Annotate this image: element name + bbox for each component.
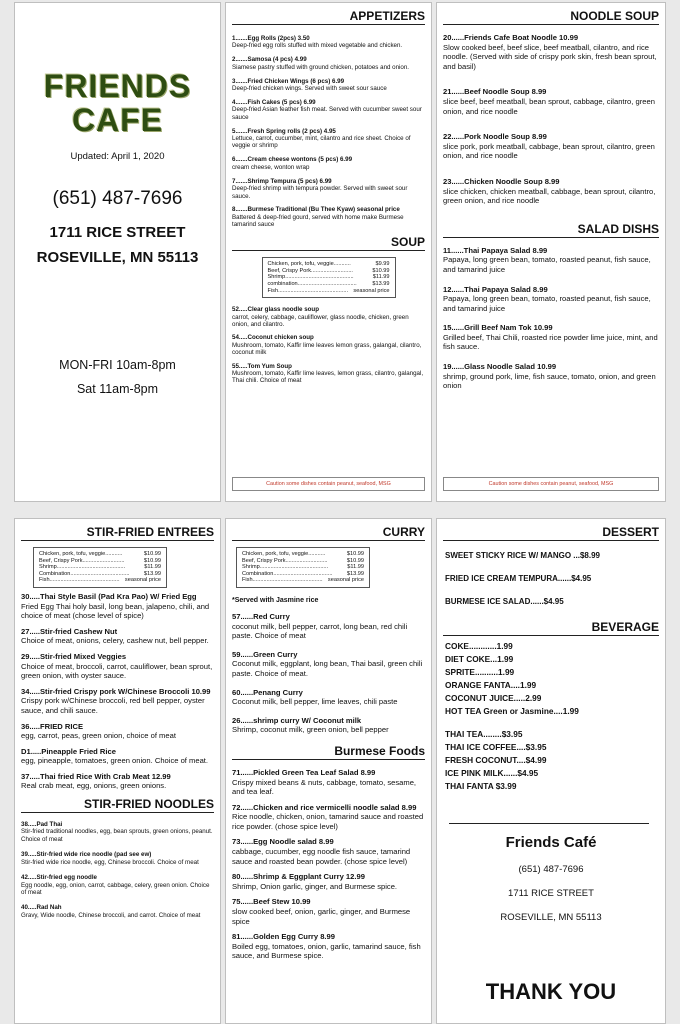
menu-item-description: Choice of meat, broccoli, carrot, cauliflower, bean sprout, green onion, with oyster sauce. [21, 661, 213, 681]
stirfried-panel [14, 518, 221, 1024]
price-label: Shrimp............................................ [242, 564, 329, 571]
menu-item [232, 306, 425, 328]
menu-item-name: 20......Friends Cafe Boat Noodle 10.99 [443, 33, 579, 42]
menu-item [232, 206, 425, 228]
price-label: Chicken, pork, tofu, veggie........... [39, 551, 123, 557]
footer-city: ROSEVILLE, MN 55113 [500, 912, 602, 923]
price-label: Beef, Crispy Pork........................... [267, 267, 353, 274]
price-row [268, 261, 390, 268]
menu-item [232, 156, 425, 171]
price-value: $10.99 [346, 557, 364, 564]
dessert-title: DESSERT [443, 525, 659, 541]
menu-item-name: 15......Grill Beef Nam Tok 10.99 [443, 323, 553, 333]
beverage-item: ORANGE FANTA....1.99 [445, 680, 537, 690]
price-value: $11.99 [372, 274, 390, 281]
menu-item [232, 56, 425, 71]
menu-item-name: 71......Pickled Green Tea Leaf Salad 8.99 [232, 767, 376, 777]
hours-saturday: Sat 11am-8pm [76, 382, 159, 396]
menu-item [232, 334, 425, 356]
appetizers-soup-panel [225, 2, 432, 502]
price-value: $13.99 [372, 280, 390, 287]
menu-item [21, 687, 214, 716]
menu-item-name: 38.....Pad Thai [21, 821, 63, 829]
menu-item [443, 246, 659, 275]
menu-item-name: 73......Egg Noodle salad 8.99 [232, 837, 334, 847]
menu-item [232, 35, 425, 50]
price-label: Chicken, pork, tofu, veggie........... [267, 261, 351, 268]
menu-item-description: slow cooked beef, onion, garlic, ginger, and Burmese spice [232, 907, 411, 926]
hours-weekday: MON-FRI 10am-8pm [59, 358, 176, 372]
dessert-item: SWEET STICKY RICE W/ MANGO ...$8.99 [445, 551, 600, 560]
menu-item-name: 12......Thai Papaya Salad 8.99 [443, 284, 548, 294]
menu-item [21, 821, 214, 843]
price-label: Shrimp............................................ [267, 274, 354, 281]
menu-item-description: slice pork, pork meatball, cabbage, bean sprout, cilantro, green onion, and rice noodle [443, 141, 655, 161]
price-row [39, 564, 161, 571]
price-row [39, 551, 161, 558]
soup-price-box [262, 257, 396, 298]
price-row [39, 558, 161, 565]
salad-list [437, 246, 665, 391]
menu-item [21, 592, 214, 621]
menu-item-description: shrimp, ground pork, lime, fish sauce, tomato, onion, and green onion [443, 371, 656, 391]
beverage-group-specialty [437, 728, 665, 793]
menu-item [443, 285, 659, 314]
menu-item-name: 11......Thai Papaya Salad 8.99 [443, 245, 548, 255]
menu-item-description: Real crab meat, egg, onions, green onions. [21, 781, 167, 791]
beverage-item: THAI ICE COFFEE....$3.95 [445, 742, 547, 752]
menu-item-description: egg, pineapple, tomatoes, green onion. Choice of meat. [21, 756, 209, 766]
price-row [242, 564, 364, 571]
curry-price-box [236, 547, 370, 588]
menu-item-description: Gravy, Wide noodle, Chinese broccoli, and carrot. Choice of meat [21, 911, 201, 919]
menu-item [21, 772, 214, 791]
menu-item [443, 132, 659, 161]
menu-item-name: 81......Golden Egg Curry 8.99 [232, 932, 335, 942]
menu-item-description: Deep-fried chicken wings. Served with sweet sour sauce [232, 85, 387, 93]
beverage-item: FRESH COCONUT....$4.99 [445, 755, 547, 765]
menu-item-name: 5.......Fresh Spring rolls (2 pcs) 4.95 [232, 127, 336, 135]
menu-item [21, 747, 214, 766]
thank-you: THANK YOU [485, 979, 617, 1004]
price-value: seasonal price [124, 577, 161, 584]
menu-item-name: 57......Red Curry [232, 611, 290, 621]
menu-item-name: 60......Penang Curry [232, 687, 303, 697]
noodle-soup-title: NOODLE SOUP [443, 9, 659, 25]
menu-item [232, 688, 425, 707]
menu-item-description: Deep-fried egg rolls stuffed with mixed vegetable and chicken. [232, 42, 403, 50]
menu-item-name: 42.....Stir-fried egg noodle [21, 874, 97, 882]
dessert-item: FRIED ICE CREAM TEMPURA......$4.95 [445, 574, 592, 583]
stirfried-price-box [33, 547, 167, 588]
menu-item-description: Siamese pastry stuffed with ground chicken, potatoes and onion. [232, 63, 410, 71]
menu-item-description: Egg noodle, egg, onion, carrot, cabbage, celery, green onion. Choice of meat [21, 881, 210, 896]
price-row [268, 268, 390, 275]
price-value: $10.99 [372, 267, 390, 274]
menu-item-name: 36.....FRIED RICE [21, 721, 84, 731]
price-row [268, 288, 390, 295]
menu-item-name: 1.......Egg Rolls (2pcs) 3.50 [232, 35, 310, 42]
salad-title: SALAD DISHS [443, 222, 659, 238]
price-row [242, 571, 364, 578]
soup-title: SOUP [232, 235, 425, 251]
menu-item-description: Shrimp, Onion garlic, ginger, and Burmese spice. [232, 881, 398, 891]
menu-item-description: Deep-fried shrimp with tempura powder. Served with sweet sour sauce. [232, 185, 408, 200]
menu-item [232, 872, 425, 891]
noodles-title: STIR-FRIED NOODLES [21, 797, 214, 813]
burmese-list [226, 768, 431, 961]
footer-phone: (651) 487-7696 [518, 864, 584, 875]
price-value: $9.99 [375, 261, 390, 268]
price-row [242, 558, 364, 565]
menu-item-description: egg, carrot, peas, green onion, choice of meat [21, 731, 176, 741]
menu-item-name: 80......Shrimp & Eggplant Curry 12.99 [232, 872, 365, 882]
menu-item-description: Mushroom, tomato, Kaffir lime leaves lemon grass, galangal, cilantro, coconut milk [232, 341, 422, 357]
menu-item [443, 87, 659, 116]
soup-list [226, 306, 431, 385]
cafe-name-line2: CAFE [71, 102, 164, 138]
menu-item [232, 716, 425, 735]
beverage-group-soft [437, 640, 665, 718]
footer-street: 1711 RICE STREET [508, 888, 594, 899]
price-value: $11.99 [347, 564, 364, 571]
menu-item-name: 3.......Fried Chicken Wings (6 pcs) 6.99 [232, 77, 345, 85]
menu-item-description: Slow cooked beef, beef slice, beef meatball, cilantro, and rice noodle. (Served with side of crispy pork skin, fresh bean sprout, and basil) [443, 42, 657, 71]
menu-item-description: carrot, celery, cabbage, cauliflower, glass noodle, chicken, green onion, and cilantro. [232, 313, 409, 328]
stirfried-list [15, 592, 220, 791]
menu-item-name: 22......Pork Noodle Soup 8.99 [443, 132, 547, 142]
beverage-item: ICE PINK MILK......$4.95 [445, 768, 539, 778]
dessert-list [437, 551, 665, 606]
menu-item-description: Boiled egg, tomatoes, onion, garlic, tamarind sauce, fish sauce, and Burmese spice. [232, 941, 421, 961]
menu-item [443, 323, 659, 352]
menu-item-description: slice chicken, chicken meatball, cabbage, bean sprout, cilantro, green onion, and rice noodle [443, 186, 656, 206]
menu-item-name: 72......Chicken and rice vermicelli noodle salad 8.99 [232, 802, 417, 812]
menu-item [232, 837, 425, 866]
noodles-list [15, 821, 220, 919]
jasmine-rice-note: *Served with Jasmine rice [232, 596, 319, 604]
menu-item-description: Papaya, long green bean, tomato, roasted peanut, fish sauce, and tamarind juice [443, 255, 651, 274]
menu-item-description: cabbage, cucumber, egg noodle fish sauce, tamarind sauce and roasted bean powder. (chose spice level) [232, 847, 411, 866]
menu-item [443, 177, 659, 206]
beverage-item: HOT TEA Green or Jasmine....1.99 [445, 706, 579, 716]
menu-item [443, 362, 659, 391]
price-value: $13.99 [143, 570, 161, 577]
menu-item-name: 39.....Stir-fried wide rice noodle (pad see ew) [21, 851, 152, 859]
menu-item [21, 904, 214, 919]
menu-item [232, 178, 425, 200]
menu-item [21, 652, 214, 681]
menu-item-name: 23......Chicken Noodle Soup 8.99 [443, 176, 560, 186]
menu-item [443, 33, 659, 71]
menu-item-name: 27.....Stir-fried Cashew Nut [21, 626, 118, 636]
noodle-soup-list [437, 33, 665, 206]
menu-item-name: 29.....Stir-fried Mixed Veggies [21, 651, 127, 661]
price-row [242, 551, 364, 558]
menu-item-description: Choice of meat, onions, celery, cashew nut, bell pepper. [21, 636, 209, 646]
burmese-title: Burmese Foods [232, 744, 425, 760]
cover-panel [14, 2, 221, 502]
menu-item [232, 650, 425, 679]
menu-item [232, 803, 425, 832]
price-label: combination...................................... [267, 280, 357, 287]
menu-item-description: Papaya, long green bean, tomato, roasted peanut, fish sauce, and tamarind juice [443, 294, 651, 313]
price-label: Chicken, pork, tofu, veggie........... [242, 551, 326, 557]
cover-phone: (651) 487-7696 [52, 188, 183, 209]
price-value: seasonal price [353, 287, 390, 294]
soup-caution-note: Caution some dishes contain peanut, seafood, MSG [232, 477, 425, 491]
menu-item [232, 768, 425, 797]
menu-item-name: 54.....Coconut chicken soup [232, 334, 314, 342]
menu-item-name: 19......Glass Noodle Salad 10.99 [443, 362, 557, 372]
price-label: Fish............................................. [39, 577, 120, 584]
cover-street: 1711 RICE STREET [49, 224, 186, 241]
menu-item-description: Deep-fried Asian feather fish meat. Served with cucumber sweet sour sauce [232, 106, 422, 121]
price-label: Beef, Crispy Pork........................... [242, 557, 328, 564]
menu-item-description: Grilled beef, Thai Chili, roasted rice powder lime juice, mint, and fish sauce. [443, 332, 658, 352]
menu-item [21, 627, 214, 646]
menu-item-name: 75......Beef Stew 10.99 [232, 897, 311, 907]
menu-item-name: 2.......Samosa (4 pcs) 4.99 [232, 56, 307, 64]
noodle-salad-panel [436, 2, 666, 502]
menu-item-description: Crispy pork w/Chinese broccoli, red bell pepper, oyster sauce, and chili sauce. [21, 696, 205, 715]
price-row [242, 577, 364, 584]
menu-item-description: cream cheese, wonton wrap [232, 163, 310, 171]
price-row [39, 577, 161, 584]
beverage-item: SPRITE..........1.99 [445, 667, 515, 677]
price-value: $11.99 [144, 564, 161, 571]
menu-item-name: 37.....Thai fried Rice With Crab Meat 12.99 [21, 771, 171, 781]
dessert-beverage-panel [436, 518, 666, 1024]
appetizer-list [226, 35, 431, 229]
menu-item-description: Stir-fried traditional noodles, egg, bean sprouts, green onions, peanut. Choice of meat [21, 828, 213, 843]
updated-date: Updated: April 1, 2020 [70, 151, 165, 162]
beverage-item: COKE............1.99 [445, 641, 513, 651]
price-label: Fish............................................. [267, 287, 349, 294]
menu-item-name: 6.......Cream cheese wontons (5 pcs) 6.99 [232, 156, 353, 164]
beverage-item: DIET COKE...1.99 [445, 654, 514, 664]
menu-item-name: 55.....Tom Yum Soup [232, 362, 292, 370]
menu-item [232, 932, 425, 961]
menu-item-name: 52.....Clear glass noodle soup [232, 306, 319, 314]
menu-item-name: 40.....Rad Nah [21, 904, 62, 912]
menu-item-description: Stir-fried wide rice noodle, egg, Chinese broccoli. Choice of meat [21, 858, 199, 866]
menu-item-name: 21......Beef Noodle Soup 8.99 [443, 87, 547, 97]
menu-item-description: Mushroom, tomato, Kaffir lime leaves, lemon grass, cilantro, galangal, Thai chili. Choice of meat [232, 369, 424, 385]
price-value: $10.99 [346, 551, 364, 557]
menu-item [232, 128, 425, 150]
curry-list [226, 612, 431, 735]
menu-item [232, 897, 425, 926]
curry-title: CURRY [232, 525, 425, 541]
menu-item-description: Lettuce, carrot, cucumber, mint, cilantro and rice sheet. Choice of veggie or shrimp [232, 135, 411, 150]
beverage-item: THAI FANTA $3.99 [445, 781, 517, 791]
menu-item-description: Rice noodle, chicken, onion, tamarind sauce and roasted rice powder. (chose spice level) [232, 812, 424, 831]
price-row [268, 274, 390, 281]
menu-item [232, 78, 425, 93]
menu-item-name: 4.......Fish Cakes (5 pcs) 6.99 [232, 98, 316, 106]
menu-item [21, 851, 214, 866]
price-label: Beef, Crispy Pork........................... [39, 557, 125, 564]
dessert-item: BURMESE ICE SALAD......$4.95 [445, 597, 564, 606]
footer-divider [449, 823, 649, 824]
footer-name: Friends Café [505, 834, 597, 851]
price-value: $10.99 [143, 551, 161, 557]
menu-item [21, 874, 214, 896]
stirfried-title: STIR-FRIED ENTREES [21, 525, 214, 541]
cafe-name [15, 69, 220, 137]
menu-item [21, 722, 214, 741]
beverage-item: THAI TEA........$3.95 [445, 729, 523, 739]
menu-item-name: D1.....Pineapple Fried Rice [21, 746, 116, 756]
menu-item-name: 7.......Shrimp Tempura (5 pcs) 6.99 [232, 177, 332, 185]
menu-item-name: 8.......Burmese Traditional (Bu Thee Kyaw) seasonal price [232, 206, 400, 214]
beverage-title: BEVERAGE [443, 620, 659, 636]
menu-item-name: 26......shrimp curry W/ Coconut milk [232, 715, 362, 725]
salad-caution-note: Caution some dishes contain peanut, seafood, MSG [443, 477, 659, 491]
menu-item-description: Crispy mixed beans & nuts, cabbage, tomato, sesame, and tea leaf. [232, 777, 417, 797]
price-label: Fish............................................. [242, 577, 323, 584]
menu-item-name: 30.....Thai Style Basil (Pad Kra Pao) W/ Fried Egg [21, 591, 197, 601]
price-label: Combination...................................... [242, 570, 333, 577]
menu-item [232, 99, 425, 121]
menu-item-name: 34.....Stir-fried Crispy pork W/Chinese Broccoli 10.99 [21, 686, 211, 696]
cover-city: ROSEVILLE, MN 55113 [36, 249, 199, 266]
menu-item [232, 612, 425, 641]
cafe-name-line1: FRIENDS [43, 68, 192, 104]
price-label: Combination...................................... [39, 570, 130, 577]
curry-burmese-panel [225, 518, 432, 1024]
price-row [268, 281, 390, 288]
price-label: Shrimp............................................ [39, 564, 126, 571]
appetizers-title: APPETIZERS [232, 9, 425, 25]
menu-item-description: slice beef, beef meatball, bean sprout, cabbage, cilantro, green onion, and rice noodle [443, 96, 655, 116]
menu-item-description: Coconut milk, bell pepper, lime leaves, chili paste [232, 697, 398, 707]
menu-item-description: Shrimp, coconut milk, green onion, bell pepper [232, 725, 389, 735]
beverage-item: COCONUT JUICE.....2.99 [445, 693, 542, 703]
menu-item [232, 363, 425, 385]
price-value: $13.99 [346, 570, 364, 577]
price-row [39, 571, 161, 578]
menu-item-description: coconut milk, bell pepper, carrot, long bean, red chili paste. Choice of meat [232, 621, 408, 641]
price-value: $10.99 [143, 557, 161, 564]
menu-item-description: Coconut milk, eggplant, long bean, Thai basil, green chili paste. Choice of meat. [232, 659, 423, 678]
menu-item-name: 59......Green Curry [232, 649, 298, 659]
menu-item-description: Battered & deep-fried gourd, served with home make Burmese tamarind sauce [232, 213, 404, 229]
price-value: seasonal price [327, 577, 364, 584]
menu-item-description: Fried Egg Thai holy basil, long bean, jalapeno, chili, and choice of meat (chose level of spice) [21, 601, 210, 621]
